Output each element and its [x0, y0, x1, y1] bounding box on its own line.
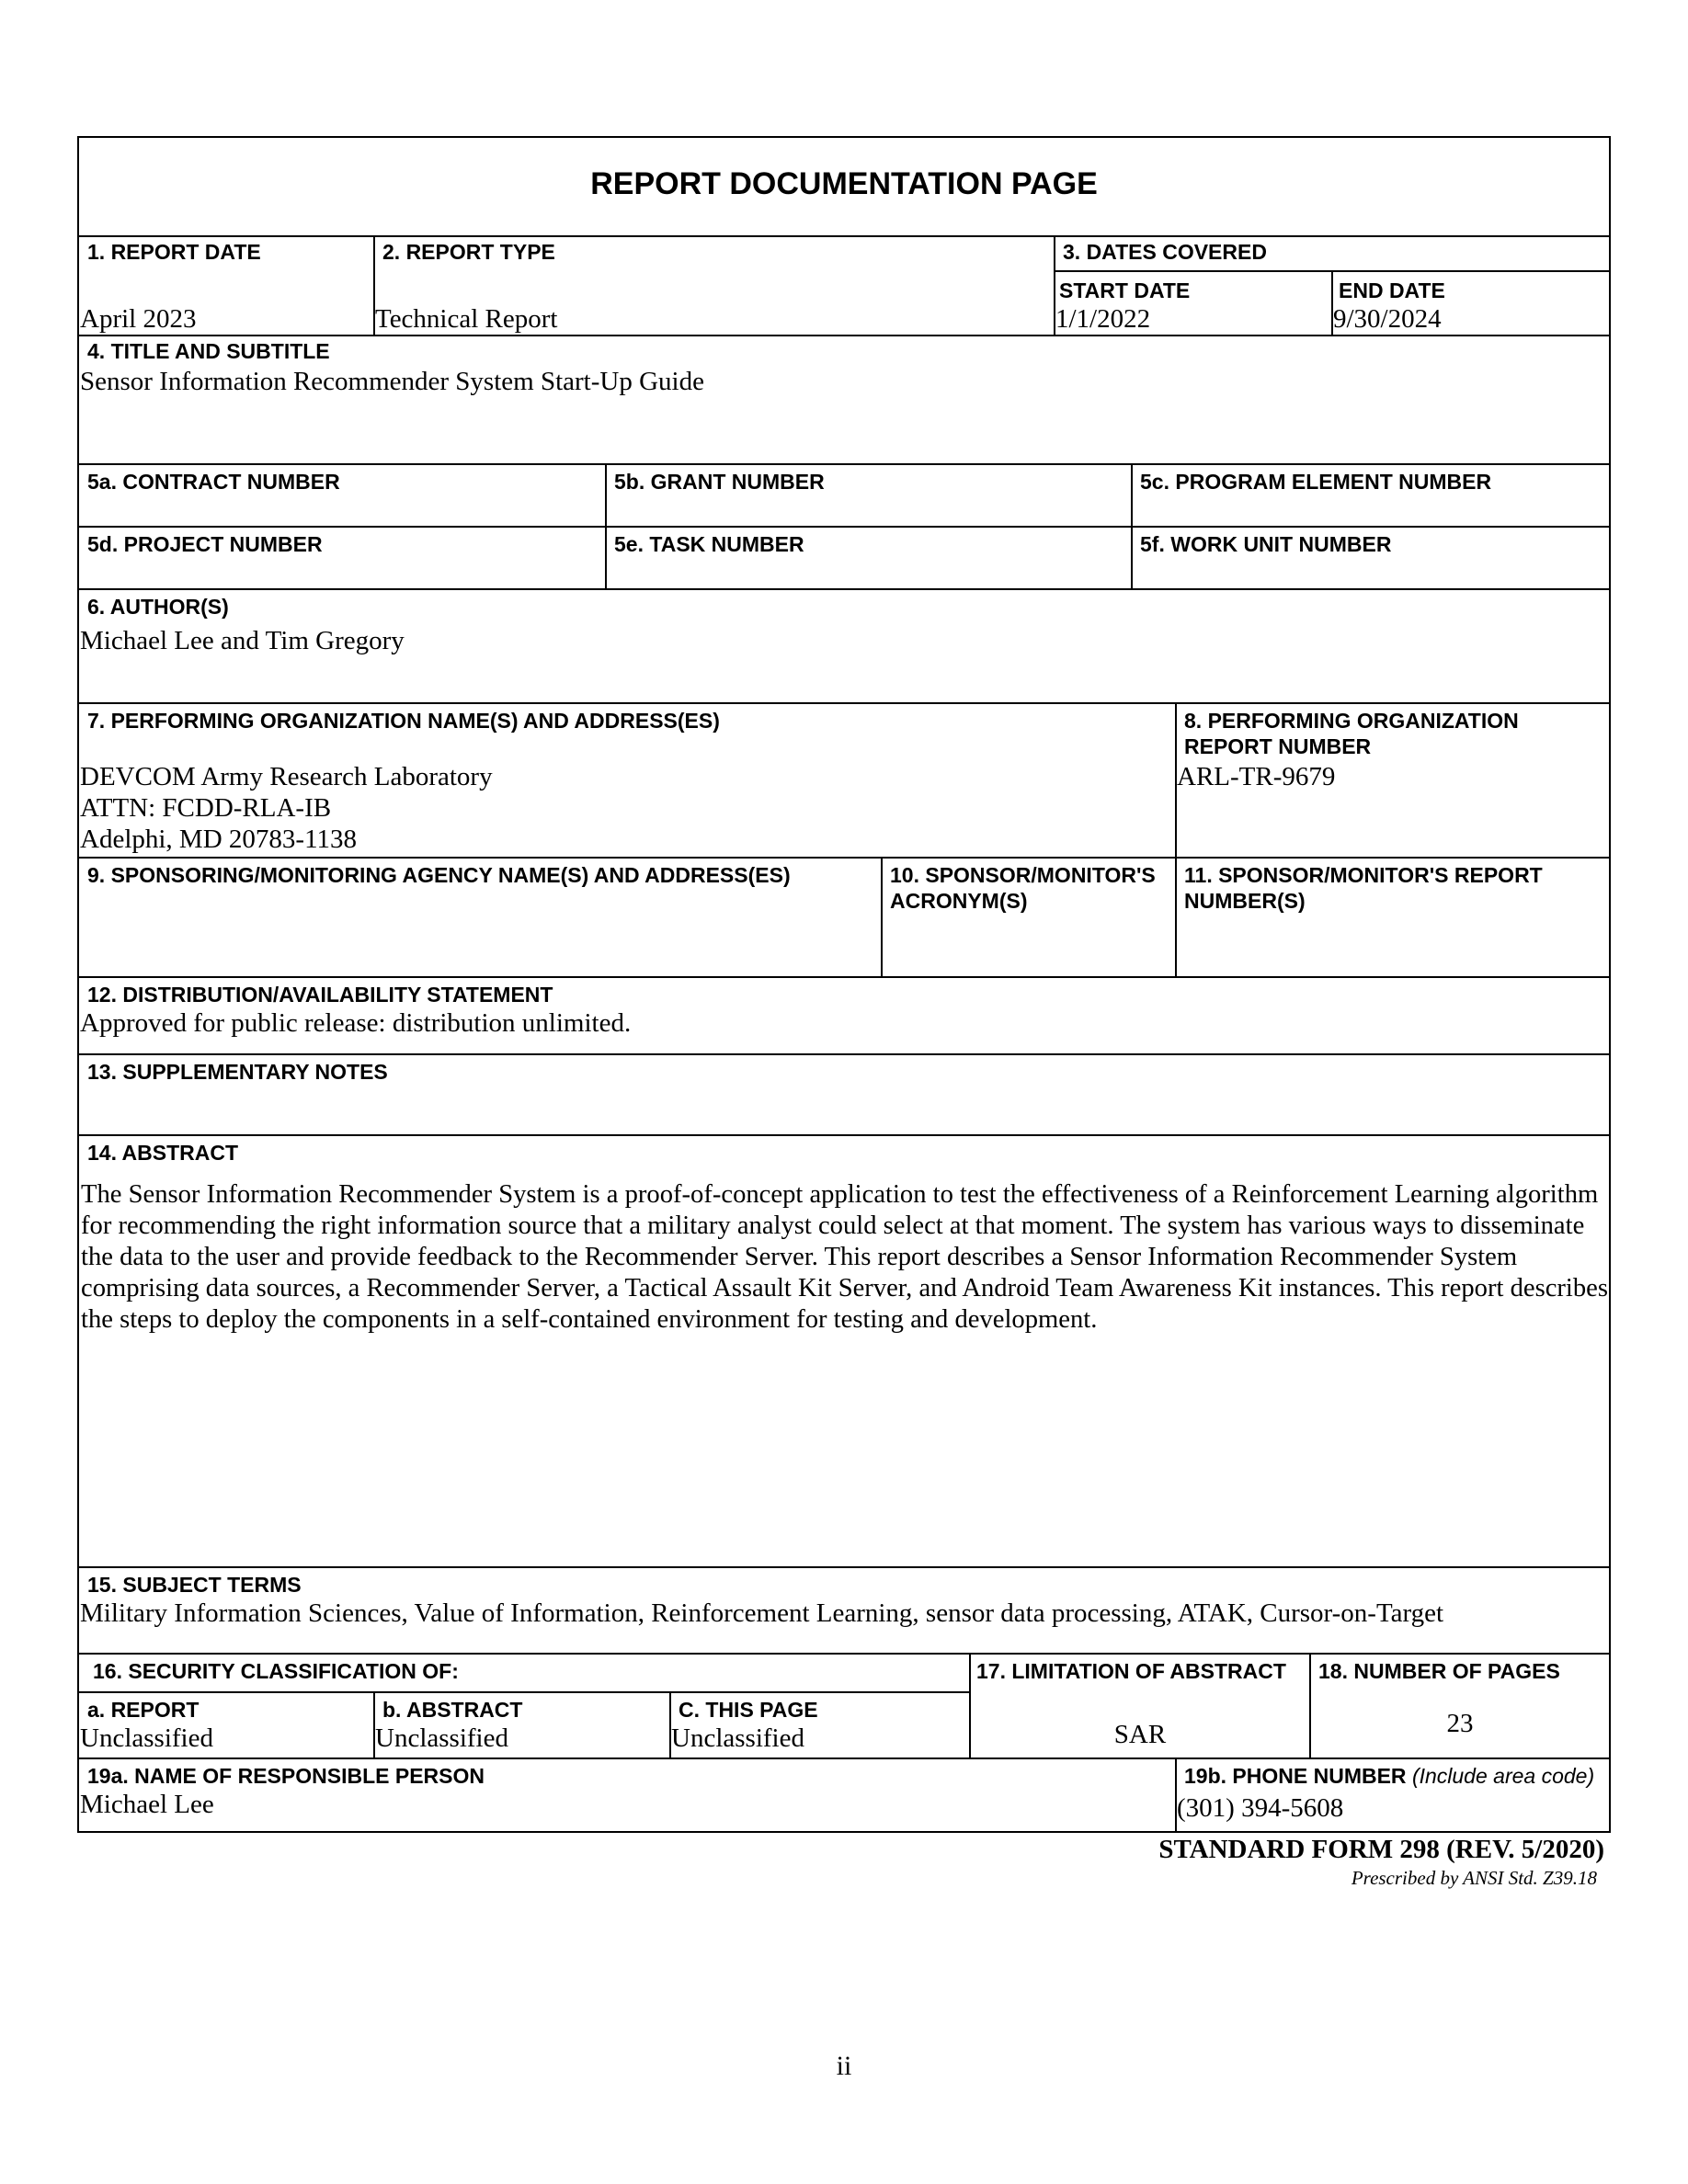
column-divider [1175, 702, 1177, 976]
sponsoring-agency-label: 9. SPONSORING/MONITORING AGENCY NAME(S) AND ADDRESS(ES) [87, 863, 791, 887]
row-divider [79, 1134, 1609, 1136]
sponsor-acronym-label: 10. SPONSOR/MONITOR'S [890, 863, 1156, 887]
report-classification-label: a. REPORT [87, 1698, 200, 1722]
performing-org-line: ATTN: FCDD-RLA-IB [80, 793, 332, 823]
end-date-label: END DATE [1339, 279, 1445, 302]
row-divider [79, 526, 1609, 528]
prescribed-by: Prescribed by ANSI Std. Z39.18 [1351, 1867, 1597, 1889]
contract-number-label: 5a. CONTRACT NUMBER [87, 470, 340, 494]
row-divider [79, 1757, 1609, 1759]
performing-org-report-number-label: REPORT NUMBER [1184, 734, 1372, 758]
work-unit-number-label: 5f. WORK UNIT NUMBER [1140, 532, 1392, 556]
abstract-classification-value: Unclassified [375, 1723, 508, 1753]
limitation-of-abstract-label: 17. LIMITATION OF ABSTRACT [976, 1659, 1286, 1683]
performing-org-line: Adelphi, MD 20783-1138 [80, 825, 357, 854]
report-classification-value: Unclassified [80, 1723, 213, 1753]
row-divider [79, 976, 1609, 978]
phone-number-label-text: 19b. PHONE NUMBER [1184, 1764, 1407, 1788]
responsible-person-label: 19a. NAME OF RESPONSIBLE PERSON [87, 1764, 485, 1788]
title-subtitle-label: 4. TITLE AND SUBTITLE [87, 339, 330, 363]
column-divider [1131, 463, 1133, 588]
responsible-person-value: Michael Lee [80, 1790, 214, 1819]
subject-terms-label: 15. SUBJECT TERMS [87, 1573, 302, 1597]
report-date-label: 1. REPORT DATE [87, 240, 261, 264]
column-divider [605, 463, 607, 588]
abstract-classification-label: b. ABSTRACT [382, 1698, 523, 1722]
row-divider [79, 1566, 1609, 1568]
row-divider [79, 1653, 1609, 1655]
page-number: ii [836, 2051, 852, 2081]
abstract-text: The Sensor Information Recommender System is a proof-of-concept application to test the effectiveness of a Reinforcement Learning algorithm for recommending the right information source that a military analyst could select at that moment. The system has various ways to disseminate the data to the user and provide feedback to the Recommender Server. This report describes a Sensor Information Recommender System comprising data sources, a Recommender Server, a Tactical Assault Kit Server, and Android Team Awareness Kit instances. This report describes the steps to deploy the components in a self-contained environment for testing and development. [81, 1180, 1608, 1334]
report-date-value: April 2023 [80, 304, 197, 334]
report-documentation-form [77, 136, 1611, 1833]
distribution-value: Approved for public release: distribution unlimited. [80, 1008, 632, 1038]
phone-number-label [1184, 1763, 1594, 1789]
row-divider [79, 588, 1609, 590]
row-divider [79, 1053, 1609, 1055]
start-date-label: START DATE [1059, 279, 1191, 302]
report-type-label: 2. REPORT TYPE [382, 240, 555, 264]
column-divider [1309, 1653, 1311, 1757]
column-divider [881, 857, 883, 976]
dates-covered-label: 3. DATES COVERED [1063, 240, 1267, 264]
report-type-value: Technical Report [375, 304, 558, 334]
sponsor-report-number-label: 11. SPONSOR/MONITOR'S REPORT [1184, 863, 1543, 887]
row-divider [79, 463, 1609, 465]
performing-org-report-number-label: 8. PERFORMING ORGANIZATION [1184, 709, 1519, 733]
distribution-label: 12. DISTRIBUTION/AVAILABILITY STATEMENT [87, 983, 553, 1007]
performing-org-report-number-value: ARL-TR-9679 [1177, 762, 1336, 791]
sponsor-acronym-label: ACRONYM(S) [890, 889, 1028, 913]
program-element-number-label: 5c. PROGRAM ELEMENT NUMBER [1140, 470, 1492, 494]
row-divider [79, 1691, 969, 1693]
start-date-value: 1/1/2022 [1055, 304, 1151, 334]
limitation-of-abstract-value: SAR [1113, 1720, 1167, 1749]
row-divider [79, 857, 1609, 859]
row-divider [79, 235, 1609, 237]
authors-value: Michael Lee and Tim Gregory [80, 626, 405, 655]
supplementary-notes-label: 13. SUPPLEMENTARY NOTES [87, 1060, 388, 1084]
form-title: REPORT DOCUMENTATION PAGE [590, 166, 1098, 201]
standard-form-name: STANDARD FORM 298 (REV. 5/2020) [1158, 1835, 1604, 1864]
performing-org-label: 7. PERFORMING ORGANIZATION NAME(S) AND ADDRESS(ES) [87, 709, 720, 733]
abstract-label: 14. ABSTRACT [87, 1141, 238, 1165]
this-page-classification-value: Unclassified [671, 1723, 804, 1753]
phone-number-label-note: (Include area code) [1411, 1764, 1595, 1788]
this-page-classification-label: C. THIS PAGE [679, 1698, 818, 1722]
project-number-label: 5d. PROJECT NUMBER [87, 532, 323, 556]
end-date-value: 9/30/2024 [1333, 304, 1442, 334]
title-subtitle-value: Sensor Information Recommender System Start-Up Guide [80, 367, 704, 396]
row-divider [79, 702, 1609, 704]
authors-label: 6. AUTHOR(S) [87, 595, 229, 619]
row-divider [79, 335, 1609, 336]
performing-org-line: DEVCOM Army Research Laboratory [80, 762, 493, 791]
number-of-pages-value: 23 [1446, 1709, 1474, 1738]
sponsor-report-number-label: NUMBER(S) [1184, 889, 1306, 913]
phone-number-value: (301) 394-5608 [1177, 1793, 1344, 1823]
subject-terms-value: Military Information Sciences, Value of Information, Reinforcement Learning, sensor data processing, ATAK, Cursor-on-Target [80, 1598, 1444, 1628]
task-number-label: 5e. TASK NUMBER [614, 532, 804, 556]
grant-number-label: 5b. GRANT NUMBER [614, 470, 825, 494]
number-of-pages-label: 18. NUMBER OF PAGES [1318, 1659, 1560, 1683]
security-classification-label: 16. SECURITY CLASSIFICATION OF: [93, 1659, 459, 1683]
